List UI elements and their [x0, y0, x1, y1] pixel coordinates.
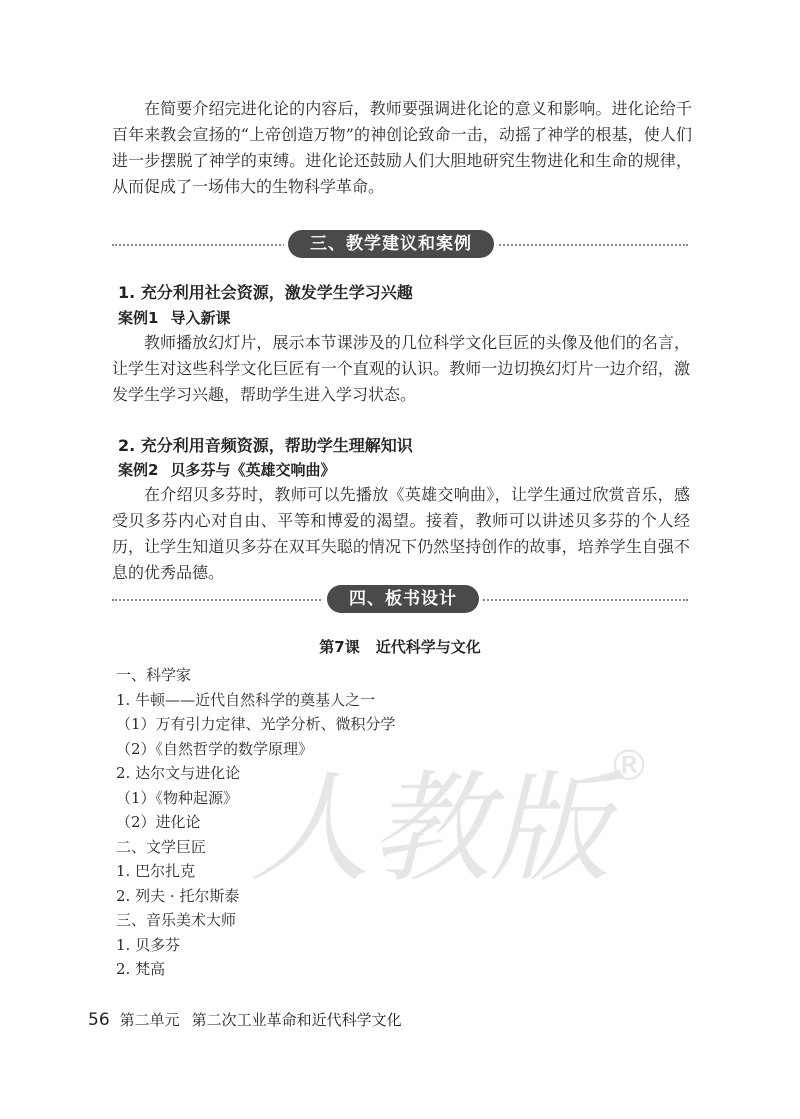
case-label: 案例1: [118, 309, 159, 327]
outline-item: （1）万有引力定律、光学分析、微积分学: [116, 715, 396, 733]
outline-item: 2. 梵高: [116, 960, 166, 978]
outline-item: 三、音乐美术大师: [116, 911, 237, 929]
case-title: 贝多芬与《英雄交响曲》: [170, 461, 336, 479]
section-title: 四、板书设计: [327, 585, 479, 613]
outline-item: （1）《物种起源》: [116, 788, 239, 807]
outline-item: 二、文学巨匠: [116, 837, 207, 856]
watermark-logo-text: 人教版: [250, 760, 610, 899]
outline-item: 一、科学家: [116, 666, 192, 684]
outline-item: （2）《自然哲学的数学原理》: [116, 739, 314, 758]
suggestion-heading-2: 2. 充分利用音频资源，帮助学生理解知识: [118, 436, 413, 455]
page-number: 56: [88, 1010, 110, 1030]
section-header-teaching-suggestions: [112, 230, 688, 260]
case-title: 导入新课: [170, 309, 231, 327]
page-footer: [88, 1009, 402, 1030]
outline-item: 1. 巴尔扎克: [116, 862, 196, 880]
unit-title: 第二次工业革命和近代科学文化: [191, 1011, 402, 1029]
outline-item: （2）进化论: [116, 813, 201, 831]
board-outline: [116, 663, 396, 982]
lesson-name: 近代科学与文化: [375, 638, 481, 656]
outline-item: 2. 列夫 · 托尔斯泰: [116, 886, 240, 905]
outline-item: 2. 达尔文与进化论: [116, 764, 241, 782]
outline-item: 1. 牛顿——近代自然科学的奠基人之一: [116, 690, 376, 709]
intro-paragraph: 在简要介绍完进化论的内容后，教师要强调进化论的意义和影响。进化论给千百年来教会宣扬的“上帝创造万物”的神创论致命一击，动摇了神学的根基，使人们进一步摆脱了神学的束缚。进化论还鼓励人们大胆地研究生物进化和生命的规律，从而促成了一场伟大的生物科学革命。: [112, 99, 692, 196]
section-title: 三、教学建议和案例: [288, 230, 494, 258]
outline-item: 1. 贝多芬: [116, 935, 181, 954]
case-heading-1: [118, 307, 230, 328]
suggestion-heading-1: 1. 充分利用社会资源，激发学生学习兴趣: [118, 283, 413, 302]
case-paragraph-1: 教师播放幻灯片，展示本节课涉及的几位科学文化巨匠的头像及他们的名言，让学生对这些科学文化巨匠有一个直观的认识。教师一边切换幻灯片一边介绍，激发学生学习兴趣，帮助学生进入学习状态。: [112, 333, 690, 404]
lesson-title: [0, 636, 800, 657]
unit-label: 第二单元: [119, 1011, 180, 1029]
case-paragraph-2: 在介绍贝多芬时，教师可以先播放《英雄交响曲》，让学生通过欣赏音乐，感受贝多芬内心对自由、平等和博爱的渴望。接着，教师可以讲述贝多芬的个人经历，让学生知道贝多芬在双耳失聪的情况下仍然坚持创作的故事，培养学生自强不息的优秀品德。: [112, 485, 690, 582]
section-header-board-design: [112, 585, 688, 615]
case-label: 案例2: [118, 461, 159, 479]
case-heading-2: [118, 459, 335, 480]
registered-mark-icon: ®: [608, 741, 650, 790]
lesson-label: 第7课: [319, 638, 360, 656]
